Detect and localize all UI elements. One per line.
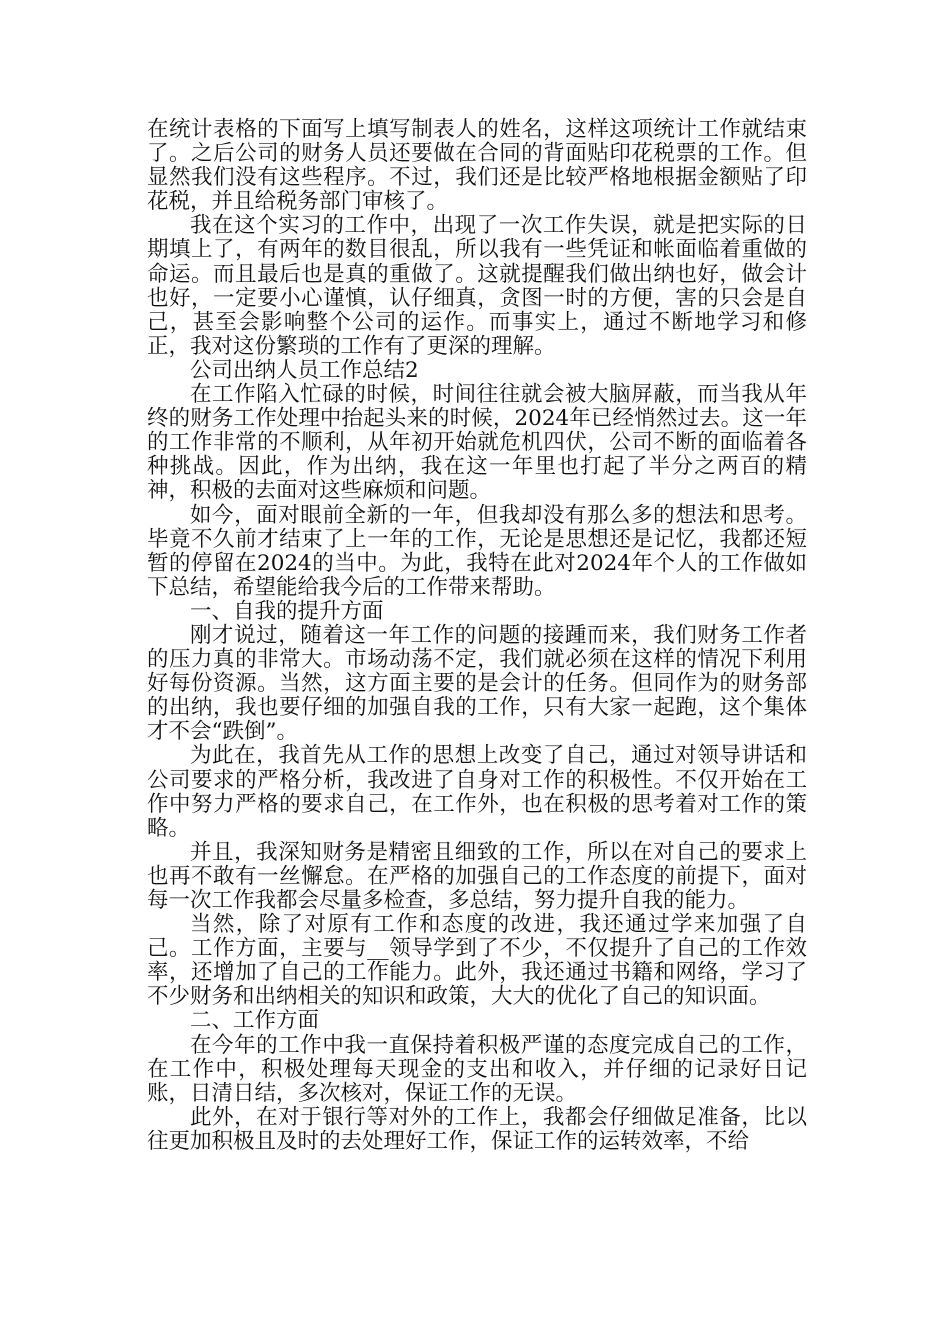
heading-self-improvement: 一、自我的提升方面 [190,598,384,624]
paragraph-daily-cash: 在今年的工作中我一直保持着积极严谨的态度完成自己的工作，在工作中，积极处理每天现金的支出和收入，并仔细的记录好日记账，日清日结，多次核对，保证工作的无误。 [147,1032,807,1106]
paragraph-stamp-duty: 在统计表格的下面写上填写制表人的姓名，这样这项统计工作就结束了。之后公司的财务人员还要做在合同的背面贴印花税票的工作。但显然我们没有这些程序。不过，我们还是比较严格地根据金额贴了印花税，并且给税务部门审核了。 [147,117,807,215]
section-title-summary-2: 公司出纳人员工作总结2 [190,357,419,383]
heading-work-aspect: 二、工作方面 [190,1008,320,1034]
paragraph-mindset: 为此在，我首先从工作的思想上改变了自己，通过对领导讲话和公司要求的严格分析，我改进了自身对工作的积极性。不仅开始在工作中努力严格的要求自己，在工作外，也在积极的思考着对工作的策略。 [147,743,807,841]
paragraph-new-year: 如今，面对眼前全新的一年，但我却没有那么多的想法和思考。毕竟不久前才结束了上一年的工作，无论是思想还是记忆，我都还短暂的停留在2024的当中。为此，我特在此对2024年个人的工作做如下总结，希望能给我今后的工作带来帮助。 [147,502,807,600]
paragraph-precision: 并且，我深知财务是精密且细致的工作，所以在对自己的要求上也再不敢有一丝懈怠。在严格的加强自己的工作态度的前提下，面对每一次工作我都会尽量多检查，多总结，努力提升自我的能力。 [147,839,807,913]
paragraph-busy-year: 在工作陷入忙碌的时候，时间往往就会被大脑屏蔽，而当我从年终的财务工作处理中抬起头来的时候，2024年已经悄然过去。这一年的工作非常的不顺利，从年初开始就危机四伏，公司不断的面临着各种挑战。因此，作为出纳，我在这一年里也打起了半分之两百的精神，积极的去面对这些麻烦和问题。 [147,382,807,504]
document-page [147,118,807,1154]
paragraph-work-mistake: 我在这个实习的工作中，出现了一次工作失误，就是把实际的日期填上了，有两年的数目很乱，所以我有一些凭证和帐面临着重做的命运。而且最后也是真的重做了。这就提醒我们做出纳也好，做会计也好，一定要小心谨慎，认仔细真，贪图一时的方便，害的只会是自己，甚至会影响整个公司的运作。而事实上，通过不断地学习和修正，我对这份繁琐的工作有了更深的理解。 [147,213,807,359]
paragraph-pressure: 刚才说过，随着这一年工作的问题的接踵而来，我们财务工作者的压力真的非常大。市场动荡不定，我们就必须在这样的情况下利用好每份资源。当然，这方面主要的是会计的任务。但同作为的财务部的出纳，我也要仔细的加强自我的工作，只有大家一起跑，这个集体才不会“跌倒”。 [147,622,807,745]
paragraph-bank-work: 此外，在对于银行等对外的工作上，我都会仔细做足准备，比以往更加积极且及时的去处理好工作，保证工作的运转效率，不给 [147,1104,807,1154]
paragraph-learning: 当然，除了对原有工作和态度的改进，我还通过学来加强了自己。工作方面，主要与__领导学到了不少，不仅提升了自己的工作效率，还增加了自己的工作能力。此外，我还通过书籍和网络，学习了不少财务和出纳相关的知识和政策，大大的优化了自己的知识面。 [147,912,807,1010]
